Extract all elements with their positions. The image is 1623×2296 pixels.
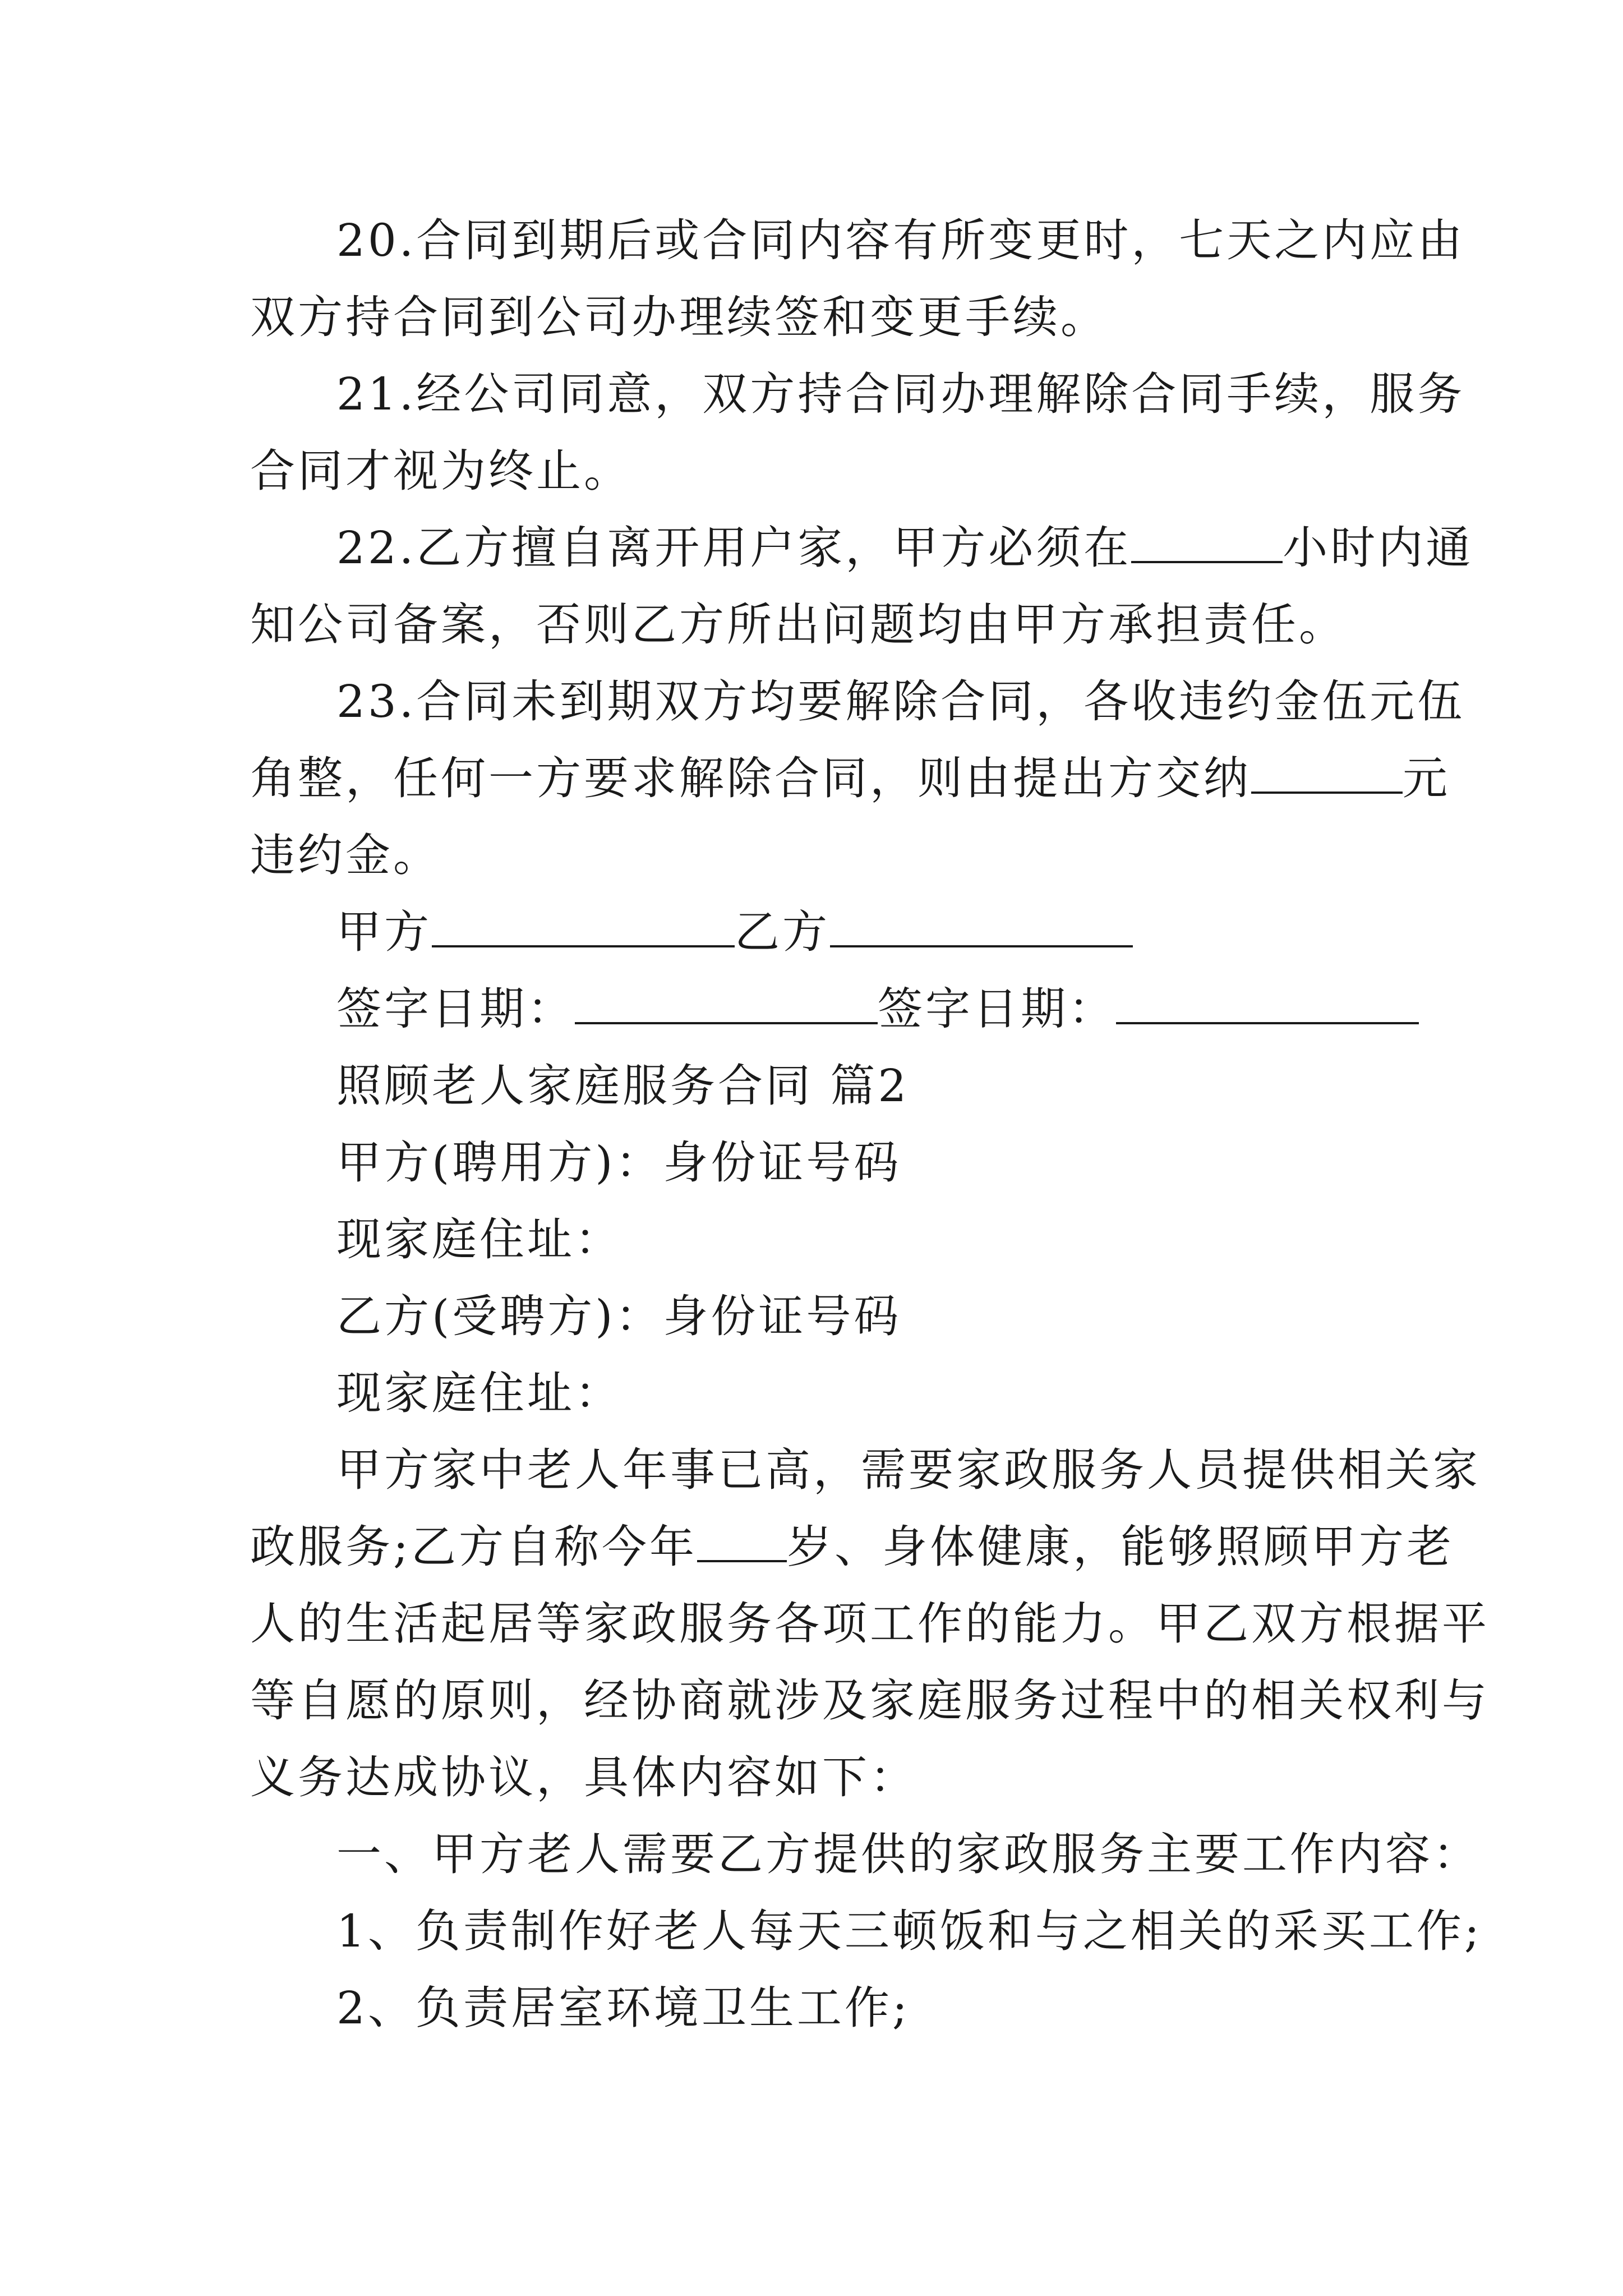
clause-23-line-1: 23.合同未到期双方均要解除合同，各收违约金伍元伍 (336, 675, 1465, 728)
penalty-amount-blank (1251, 749, 1403, 794)
party-b-blank (830, 903, 1133, 947)
clause-20-line-1: 20.合同到期后或合同内容有所变更时，七天之内应由 (336, 214, 1465, 266)
hours-blank (1131, 518, 1283, 563)
party-b-label: 乙方 (735, 906, 830, 958)
clause-22-line-1 (250, 509, 1474, 586)
intro-line-2-pre: 政服务;乙方自称今年 (250, 1521, 697, 1573)
clause-23-line-2 (250, 740, 1450, 817)
clause-21-line-2: 合同才视为终止。 (250, 445, 631, 497)
party-a-address-line: 现家庭住址： (336, 1213, 623, 1266)
age-blank (697, 1517, 787, 1562)
intro-line-4: 等自愿的原则，经协商就涉及家庭服务过程中的相关权利与 (250, 1674, 1490, 1727)
clause-23-text-post: 元 (1403, 752, 1450, 804)
party-a-label: 甲方 (336, 906, 432, 958)
party-b-address-line: 现家庭住址： (336, 1367, 623, 1419)
clause-23-text-pre: 角整，任何一方要求解除合同，则由提出方交纳 (250, 752, 1251, 804)
party-b-id-line: 乙方(受聘方)：身份证号码 (336, 1290, 902, 1342)
clause-23-line-3: 违约金。 (250, 829, 441, 881)
signature-parties-line (250, 894, 1389, 970)
clause-22-line-2: 知公司备案，否则乙方所出问题均由甲方承担责任。 (250, 599, 1347, 651)
date-a-blank (575, 979, 878, 1024)
date-label-b: 签字日期： (878, 983, 1116, 1035)
date-b-blank (1116, 979, 1419, 1024)
clause-21-line-1: 21.经公司同意，双方持合同办理解除合同手续，服务 (336, 368, 1465, 420)
section-heading-one: 一、甲方老人需要乙方提供的家政服务主要工作内容： (336, 1828, 1481, 1880)
list-item: 1、负责制作好老人每天三顿饭和与之相关的采买工作; (336, 1905, 1482, 1957)
document-body (250, 202, 1490, 2046)
party-a-id-line: 甲方(聘用方)：身份证号码 (336, 1137, 902, 1189)
intro-line-1: 甲方家中老人年事已高，需要家政服务人员提供相关家 (336, 1444, 1481, 1496)
section-2-title: 照顾老人家庭服务合同 篇2 (336, 1060, 910, 1112)
signature-date-line (250, 970, 1389, 1047)
clause-22-text-pre: 22.乙方擅自离开用户家，甲方必须在 (336, 522, 1132, 574)
date-label-a: 签字日期： (336, 983, 575, 1035)
intro-line-2 (250, 1508, 1454, 1585)
clause-22-text-post: 小时内通 (1283, 522, 1474, 574)
intro-line-5: 义务达成协议，具体内容如下： (250, 1751, 917, 1803)
clause-20-line-2: 双方持合同到公司办理续签和变更手续。 (250, 291, 1108, 343)
intro-line-2-post: 岁、身体健康，能够照顾甲方老 (786, 1521, 1454, 1573)
intro-line-3: 人的生活起居等家政服务各项工作的能力。甲乙双方根据平 (250, 1598, 1490, 1650)
list-item: 2、负责居室环境卫生工作; (336, 1982, 910, 2034)
party-a-blank (432, 903, 735, 947)
